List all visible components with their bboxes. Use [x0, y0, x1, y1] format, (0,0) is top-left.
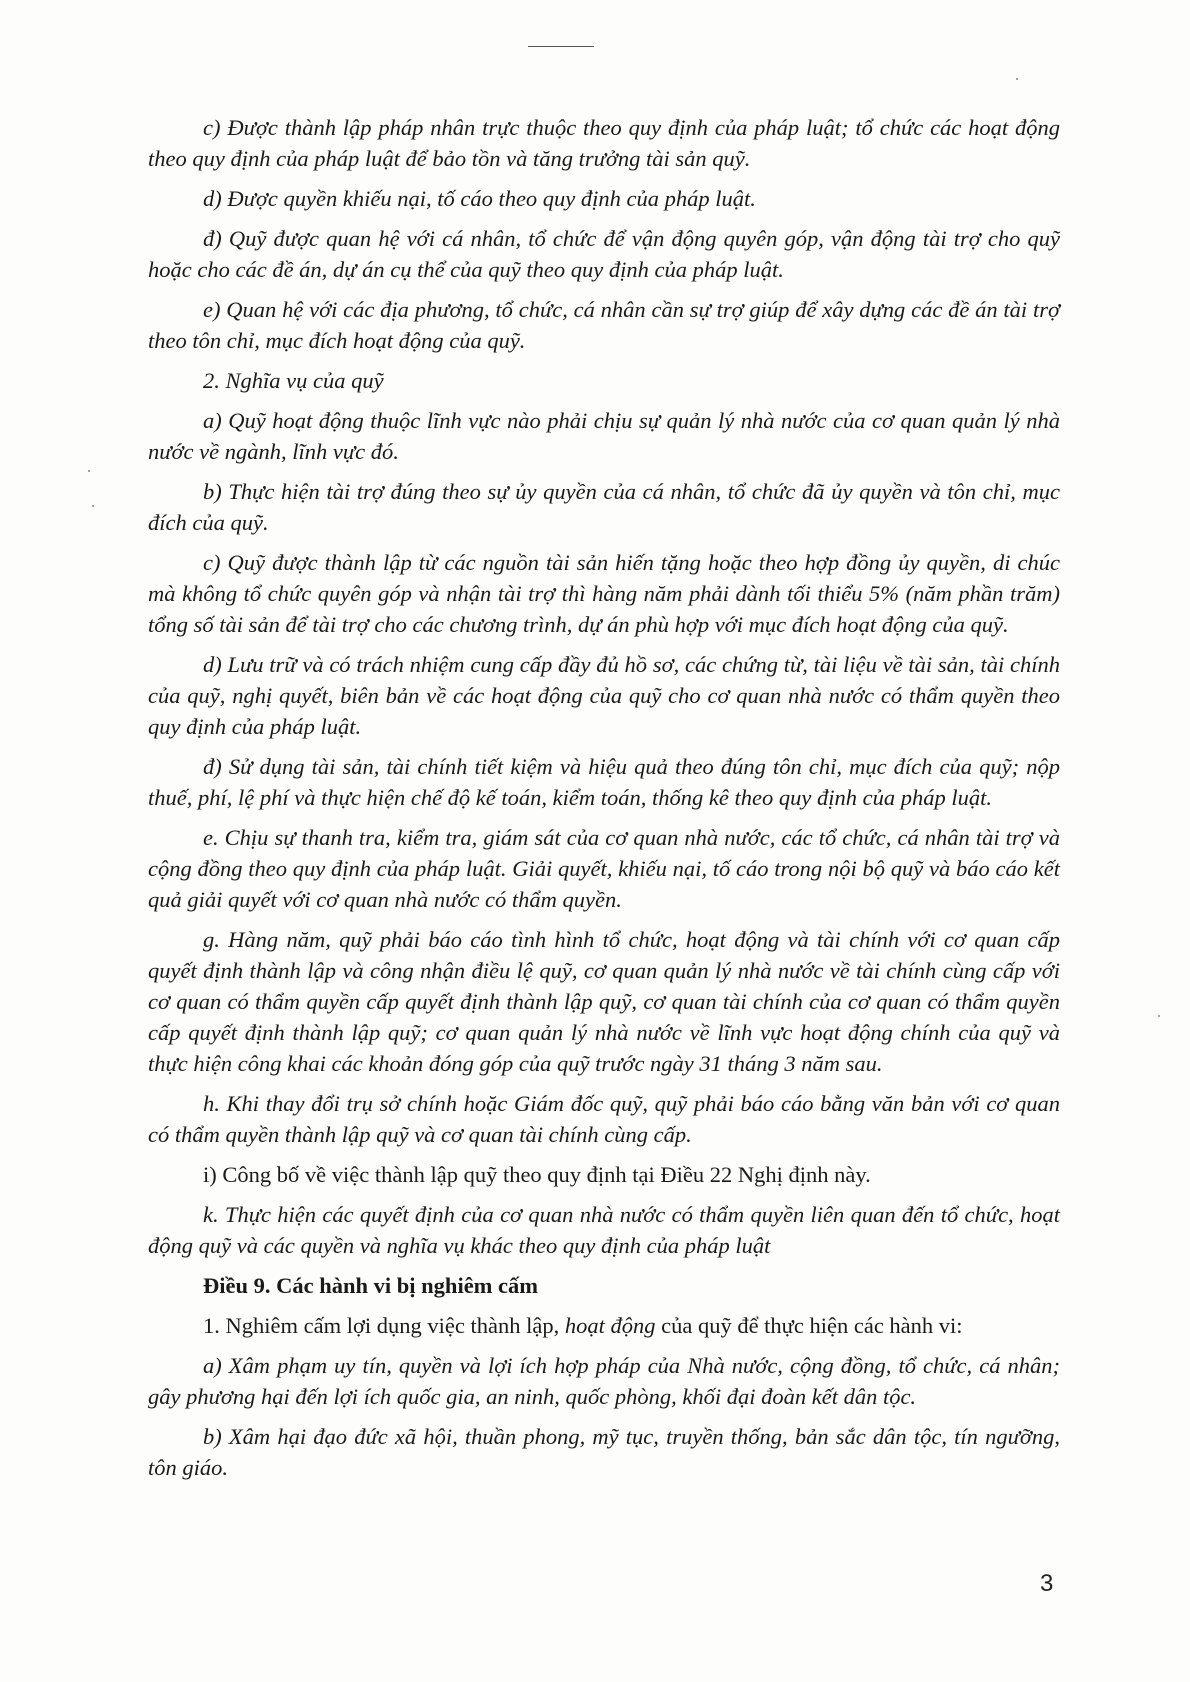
paragraph-obligation-k: k. Thực hiện các quyết định của cơ quan nhà nước có thẩm quyền liên quan đến tổ chức, hoạt động quỹ và các quyền và nghĩa vụ khác theo quy định của pháp luật [148, 1202, 1060, 1258]
paragraph-prohibition-intro [148, 1310, 1060, 1341]
scan-speck [92, 505, 94, 507]
paragraph-obligation-i: i) Công bố về việc thành lập quỹ theo quy định tại Điều 22 Nghị định này. [203, 1162, 871, 1187]
prohibition-intro-rest: của quỹ để thực hiện các hành vi: [655, 1313, 963, 1338]
paragraph-obligation-h: h. Khi thay đổi trụ sở chính hoặc Giám đốc quỹ, quỹ phải báo cáo bằng văn bản với cơ quan có thẩm quyền thành lập quỹ và cơ quan tài chính cùng cấp. [148, 1091, 1060, 1147]
paragraph-obligation-e: e. Chịu sự thanh tra, kiểm tra, giám sát của cơ quan nhà nước, các tổ chức, cá nhân tài trợ và cộng đồng theo quy định của pháp luật. Giải quyết, khiếu nại, tố cáo trong nội bộ quỹ và báo cáo kết quả giải quyết với cơ quan nhà nước có thẩm quyền. [148, 825, 1060, 912]
article-9-heading: Điều 9. Các hành vi bị nghiêm cấm [203, 1273, 539, 1298]
paragraph-obligation-dd: đ) Sử dụng tài sản, tài chính tiết kiệm và hiệu quả theo đúng tôn chỉ, mục đích của quỹ; nộp thuế, phí, lệ phí và thực hiện chế độ kế toán, kiểm toán, thống kê theo quy định của pháp luật. [148, 754, 1060, 810]
paragraph-right-c: c) Được thành lập pháp nhân trực thuộc theo quy định của pháp luật; tổ chức các hoạt động theo quy định của pháp luật để bảo tồn và tăng trưởng tài sản quỹ. [148, 115, 1060, 171]
prohibition-intro-text: 1. Nghiêm cấm lợi dụng việc thành lập, [203, 1313, 565, 1338]
scan-speck [88, 470, 90, 472]
paragraph-obligation-d: d) Lưu trữ và có trách nhiệm cung cấp đầy đủ hồ sơ, các chứng từ, tài liệu về tài sản, tài chính của quỹ, nghị quyết, biên bản về các hoạt động của quỹ cho cơ quan nhà nước có thẩm quyền theo quy định của pháp luật. [148, 652, 1060, 739]
paragraph-right-e: e) Quan hệ với các địa phương, tổ chức, cá nhân cần sự trợ giúp để xây dựng các đề án tài trợ theo tôn chỉ, mục đích hoạt động của quỹ. [148, 297, 1060, 353]
paragraph-prohibition-a: a) Xâm phạm uy tín, quyền và lợi ích hợp pháp của Nhà nước, cộng đồng, tổ chức, cá nhân; gây phương hại đến lợi ích quốc gia, an ninh, quốc phòng, khối đại đoàn kết dân tộc. [148, 1353, 1060, 1409]
paragraph-obligation-a: a) Quỹ hoạt động thuộc lĩnh vực nào phải chịu sự quản lý nhà nước của cơ quan quản lý nhà nước về ngành, lĩnh vực đó. [148, 408, 1060, 464]
paragraph-obligation-c: c) Quỹ được thành lập từ các nguồn tài sản hiến tặng hoặc theo hợp đồng ủy quyền, di chúc mà không tổ chức quyên góp và nhận tài trợ thì hàng năm phải dành tối thiểu 5% (năm phần trăm) tổng số tài sản để tài trợ cho các chương trình, dự án phù hợp với mục đích hoạt động của quỹ. [148, 550, 1060, 637]
scan-speck [1016, 78, 1018, 80]
scan-speck [1158, 1015, 1160, 1017]
section-obligations-title: 2. Nghĩa vụ của quỹ [203, 368, 384, 393]
paragraph-right-dd: đ) Quỹ được quan hệ với cá nhân, tổ chức để vận động quyên góp, vận động tài trợ cho quỹ hoặc cho các đề án, dự án cụ thể của quỹ theo quy định của pháp luật. [148, 226, 1060, 282]
paragraph-prohibition-b: b) Xâm hại đạo đức xã hội, thuần phong, mỹ tục, truyền thống, bản sắc dân tộc, tín ngưỡng, tôn giáo. [148, 1424, 1060, 1480]
page-number: 3 [1040, 1570, 1054, 1597]
paragraph-obligation-g: g. Hàng năm, quỹ phải báo cáo tình hình tổ chức, hoạt động và tài chính với cơ quan cấp quyết định thành lập và công nhận điều lệ quỹ, cơ quan quản lý nhà nước về tài chính cùng cấp với cơ quan có thẩm quyền cấp quyết định thành lập quỹ, cơ quan tài chính của cơ quan có thẩm quyền cấp quyết định thành lập quỹ; cơ quan quản lý nhà nước về lĩnh vực hoạt động chính của quỹ và thực hiện công khai các khoản đóng góp của quỹ trước ngày 31 tháng 3 năm sau. [148, 927, 1060, 1076]
paragraph-right-d: d) Được quyền khiếu nại, tố cáo theo quy định của pháp luật. [203, 186, 756, 211]
prohibition-intro-emphasis: hoạt động [564, 1313, 656, 1338]
scan-mark-line [528, 46, 594, 47]
document-body [148, 112, 1060, 1492]
paragraph-obligation-b: b) Thực hiện tài trợ đúng theo sự ủy quyền của cá nhân, tổ chức đã ủy quyền và tôn chỉ, mục đích của quỹ. [148, 479, 1060, 535]
